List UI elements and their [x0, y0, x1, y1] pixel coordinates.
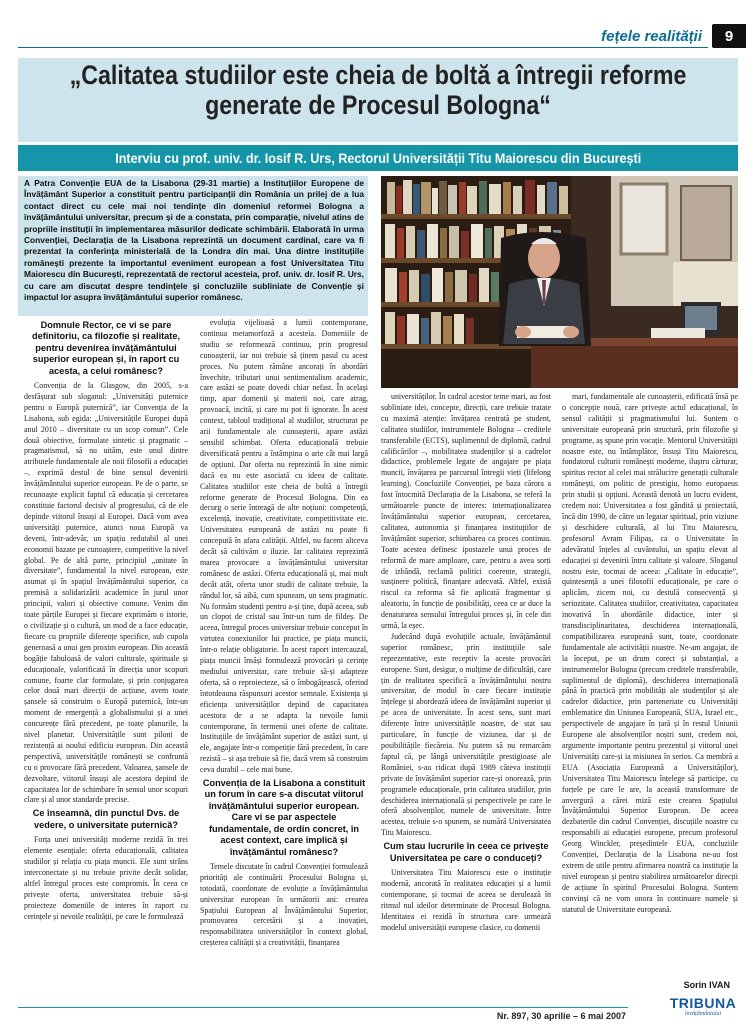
- article-subtitle: [18, 150, 738, 166]
- article-column-1: [24, 318, 188, 1011]
- answer-paragraph: Judecând după evoluțiile actuale, învățământul superior românesc, prin instituțiile sale reprezentative, este receptiv la aceste provocări europene. Sunt, desigur, o mulțime de dificultăți, care țin de realitatea specifică a învățământului nostru universitar, de modul în care fiecare instituție înțelege și abordează ideea de învățământ superior și pe acea de universitate. În acest sens, sunt mari diferențe între universitățile noastre, de stat sau particulare, în funcție de viziunea, dar și de posibilitățile fiecăreia. Nu putem să nu remarcăm faptul că, pe lângă universitățile prestigioase ale României, s-au ridicat după 1989 câteva instituții private de învățământ superior care-și onorează, prin programele educaționale, prin calitatea studiilor, prin deschiderea internațională și perspectivele pe care le oferă absolvenților, numele de universitate. Între acestea, trebuie s-o spunem, se numără Universitatea Titu Maiorescu.: [381, 631, 551, 838]
- logo-subtitle: învățământului: [684, 1011, 722, 1017]
- answer-paragraph: Temele discutate în cadrul Convenției formulează priorități ale continuării Procesului Bologna și, totodată, coordonate de evoluție a învățământului universitar european în următorii ani: crearea Spațiului European al Învățământului Superior, promovarea cercetării și a inovației, responsabilitatea universităților în context global, creșterea calității și a creativității, finanțarea: [200, 861, 368, 948]
- interview-question: Convenția de la Lisabona a constituit un forum în care s-a discutat viitorul învățământului superior european. Care vi se par aspectele fundamentale, de ordin concret, în acest context, care implică și învățământul românesc?: [202, 778, 366, 857]
- logo-title: TRIBUNA: [669, 995, 737, 1011]
- article-title: „Calitatea studiilor este cheia de boltă a întregii reforme generate de Procesul Bologna“: [69, 60, 687, 120]
- subtitle-text: Interviu cu prof. univ. dr. Iosif R. Urs, Rectorul Universității Titu Maiorescu din București: [114, 150, 642, 166]
- answer-paragraph: mari, fundamentale ale cunoașterii, edificată însă pe o concepție nouă, care privește actul educațional, în sensul calității și pragmatismului lui. Suntem o universitate europeană prin structură, prin filozofie și programe, aș spune prin vocație. Mentorul Universității noastre este, nu întâmplător, însuși Titu Maiorescu, fondatorul culturii românești moderne, iluștru cărturar, spiritus rector al celei mai străluciте generații culturale românești, om politic de prestigiu, homo europaeus prin studii și opțiuni. Această denotă un lucru evident, credem noi: Universitatea a fost gândită și proiectată, încă din 1990, de către un legatar spiritual, prin viziune și deschidere culturală, al lui Titu Maiorescu, profesorul Avram Filipaș, ca o Universitate în adevăratul înțeles al cuvântului, un spațiu elevat al educației și devenirii întru calitate și valoare. Sloganul nostru este, tocmai de aceea: „Calitate în educație”, quintesență a unei filosofii educaționale, pe care o aplicăm, zicem noi, cu destulă consecvență și seriozitate. Calitatea studiilor, creativitatea, capacitatea inovativă în abordările didactice, inter și transdisciplinaritatea, deschiderea internațională, compatibilizarea europeană sunt, toate, coordonate fundamentale ale activității noastre. Ne-am angajat, de la început, pe un drum corect și substanțial, a instrumentelor Bologna (precum creditele transferabile, suplimentul de diplomă), deschiderea internațională până în practică prin mobilități ale studenților și ale cadrelor didactice, prin parteneriate cu Universități emblematice din Uniunea Europeană, SUA, Israel etc., perspectivele de angajare în țară și în restul Uniunii Europene ale absolvenților noștri sunt, credem noi, argumente importante pentru prezentul și viitorul unei Universități care-și ia misiunea în serios. Ca membră a EUA (Asociația Europeană a Universităților), Universitatea Titu Maiorescu înțelege să participe, cu forțele pe care le are, la această transformare de anvergură a cărei miză este crearea Spațiului Învățământului Superior European. De aceea dezbaterile din cadrul Convenției, discuțiile noastre cu responsabili ai educației europene, precum profesorul Georg Winckler, președintele EUA, concluziile Convenției, Declarația de la Lisabona ne-au fost extrem de utile pentru afirmarea noastră ca instituție la nivel european și pentru stabilirea următoarelor direcții de acțiune în spiritul Procesului Bologna. Suntem convinși că ne vom onora în continuare numele și statutul de Universitate europeană.: [562, 392, 738, 914]
- interview-question: Ce înseamnă, din punctul Dvs. de vedere, o universitate puternică?: [32, 808, 180, 830]
- page-number: 9: [712, 24, 746, 48]
- intro-text: A Patra Convenție EUA de la Lisabona (29-31 martie) a Instituțiilor Europene de Învățământ Superior a constituit pentru participanții din România un prilej de a lua contact direct cu cele mai noi tendințe din domeniul reformei Bologna a învățământului universitar, precum și de a constata, prin comparație, nivelul atins de propriile instituții în implementarea măsurilor dedicate schimbării. Elaborată în urma Convenției, Declarația de la Lisabona reprezintă un document cardinal, care va fi prezentat la conferința ministerială de la Londra din mai. Una dintre instituțiile românești prezente la importantul eveniment european a fost Universitatea Titu Maiorescu din București, reprezentată de rectorul acesteia, prof. univ. dr. Iosif R. Urs, cu care am discutat despre tendințele și concluziile subliniate de Convenție și impactul lor asupra învățământului superior românesc.: [24, 178, 364, 303]
- author-signature: Sorin IVAN: [683, 980, 730, 990]
- interview-question: Domnule Rector, ce vi se pare definitoriu, ca filozofie și realitate, pentru devenirea învățământului superior european și, în raport cu acesta, a celui românesc?: [31, 320, 181, 376]
- article-column-2: [200, 318, 368, 1011]
- section-name: fețele realității: [601, 28, 702, 45]
- header-divider: [18, 47, 708, 48]
- answer-paragraph: evoluția vijelioasă a lumii contemporane, continua metamorfoză a acesteia. Domeniile de studiu se reformează continuu, prin progresul cunoașterii, iar noi trebuie să ținem pasul cu acest proces. Nu putem rămâne ancorați în abordări învechite, tributari unui sentimentalism academic, care astăzi se poate dovedi chiar nefast. În același timp, apar domenii și materii noi, care atrag, provoacă, incită, și care nu pot fi ignorate. În acest context, tabloul tradițional al studiilor, structurat pe arii fundamentale ale cunoașterii, apare astăzi sensibil schimbat. Oferta educațională trebuie diversificată pentru a întâmpina o arie cât mai largă de opțiuni. Dar oferta nu reprezintă în sine nimic dacă ea nu este asociată cu ideea de calitate. Calitatea studiilor este cheia de boltă a întregii reforme generate de Procesul Bologna. Din ea decurg o serie întreagă de alte noțiuni: competență, excelență, inovație, creativitate, competitivitate etc. Universitatea europeană de astăzi nu poate fi concepută în afara calității. Altfel, nu facem altceva decât să cultivăm o iluzie. Iar calitatea reprezintă marea provocare a învățământului universitar românesc de astăzi. Oferta educațională și, mai mult decât atât, oferta unor studii de calitate trebuie, la rândul lor, să aibă, cum spuneam, un sens pragmatic. Nu formăm studenți pentru a-și ține, după aceea, sub un clopot de cristal sau într-un turn de fildeș. De aceea, întregul proces universitar trebuie conceput în virtutea conexiunilor lui practice, pe piața muncii, într-o relație obligatorie. În acest raport intercauzal, piața muncii însăși formulează provocări și cerințe mediului universitar, care trebuie să-și adapteze oferta, să o reproiecteze, să o îmbogățească, oferind întotdeauna răspunsuri acestor semnale. Existența și eficiența universităților depind de capacitatea acestora de a se adapta la nevoile lumii contemporane, în termenii unei oferte de calitate. Instituțiile de învățământ superior de astăzi sunt, și ele, angajate într-o competiție fără precedent, în care rezistă – și așa trebuie să fie, dacă vrem să construim ceva durabil – cele mai bune.: [200, 318, 368, 775]
- interview-question: Cum stau lucrurile în ceea ce privește Universitatea pe care o conduceți?: [383, 841, 549, 863]
- tribuna-logo: [664, 996, 742, 1020]
- article-column-3: [381, 392, 551, 972]
- footer-divider: [18, 1007, 628, 1008]
- article-column-4: [562, 392, 738, 972]
- answer-paragraph: Universitatea Titu Maiorescu este o instituție modernă, ancorată în realitatea educației și a lumii contemporane, și tocmai de aceea se derulează în ritmul nul ideilor determinate de Procesul Bologna. Identitatea ei rezidă în structura care urmează modelul universității europene clasice, cu domenii: [381, 867, 551, 932]
- rector-photo: [381, 176, 738, 388]
- answer-paragraph: Convenția de la Glasgow, din 2005, s-a desfășurat sub sloganul: „Universități puternice pentru o Europă puternică”, iar Convenția de la Lisabona, sub egida: „Universitățile Europei după anul 2010 – diversitate cu un scop comun”. Cele două obiective, formulate sintetic și pragmatic – pragmatismul, să nu uităm, este unul dintre atributele fundamentale ale noii filosofii a educației –, exprimă destul de bine sensul devenirii învățământului superior european. Pe de o parte, se recunoaște explicit faptul că educația și cercetarea constituie factorul decisiv al progresului, că de ele depinde viitorul însuși al Europei. Dacă vom avea universități puternice, atunci noua Europă va deveni, într-adevăr, un spațiu redutabil al unei economii bazate pe cunoaștere, competitive la nivel global. Pe de altă parte, principiul „unitate în diversitate”, fundamental la nivel european, este asumat și în spațiul învățământului superior, ca premisă a solidarizării academice în jurul unor principii, valori și obiective comune. Venim din toate părțile Europei și fiecare exprimăm o istorie, o civilizație și o cultură, un mod de a face educație, fiecare cu propriile diferențe specifice, sub cupola generoasă a unui gen proxim european. Din această bogăție fabuloasă de valori culturale, spirituale și educaționale, valorificată în direcția unor scopuri comune, foarte clar formulate, și prin conjugarea celor două mari direcții de acțiune, avem toate șansele să construim o Europă puternică, într-un moment de emergență a globalismului și a unei concurențe fără precedent, pe toate planurile, la nivel planetar. Universitățile sunt piloni de rezistență ai noului edificiu european. Din această perspectivă, universitățile românești se confruntă cu o provocare fără precedent. Valoarea, șansele de dezvoltare, viitorul însuși ale acestora depind de capacitatea lor de schimbare în sensul unor scopuri clare și al unor standarde precise.: [24, 381, 188, 805]
- issue-info: Nr. 897, 30 aprilie – 6 mai 2007: [496, 1011, 626, 1021]
- answer-paragraph: Forța unei universități moderne rezidă în trei elemente esențiale: oferta educațională, calitatea studiilor și relația cu piața muncii. Ele sunt strâns interconectate și nu trebuie privite decât solidar, altfel întregul proces este compromis. În ceea ce privește oferta, universitatea trebuie să-și proiecteze domeniile de interes în raport cu cerințele și nevoile realității, pe care le formulează: [24, 835, 188, 921]
- answer-paragraph: universităților. În cadrul acestor teme mari, au fost subliniate idei, concepte, direcții, care trebuie tratate cu maximă atenție: învățarea centrată pe student, calitatea studiilor, instrumentele Bologna – creditele transferabile (ECTS), suplimentul de diplomă, cadrul calificărilor –, mobilitatea studenților și a cadrelor didactice, problemele legate de angajare pe piața muncii, învățarea pe parcursul întregii vieți (lifelong learning). Concluziile Convenției, pe baza cărora a fost întocmită Declarația de la Lisabona, se referă la următoarele puncte de interes: internaționalizarea învățământului superior european, cercetarea, calitatea, autonomia și finanțarea instituțiilor de învățământ superior, schimbarea ca proces continuu. Toate acestea definesc ipostazele unui proces de reformă de mare amploare, care, pentru a avea sorți de izbândă, reclamă politici coerente, strategii, susținere politică, finanțare adecvată. Altfel, există riscul ca reforma să fie aplicată fragmentar și aleatoriu, în funcție de posibilități, ceea ce ar duce la denaturarea sensului întregului proces și, în cele din urmă, la eșec.: [381, 392, 551, 631]
